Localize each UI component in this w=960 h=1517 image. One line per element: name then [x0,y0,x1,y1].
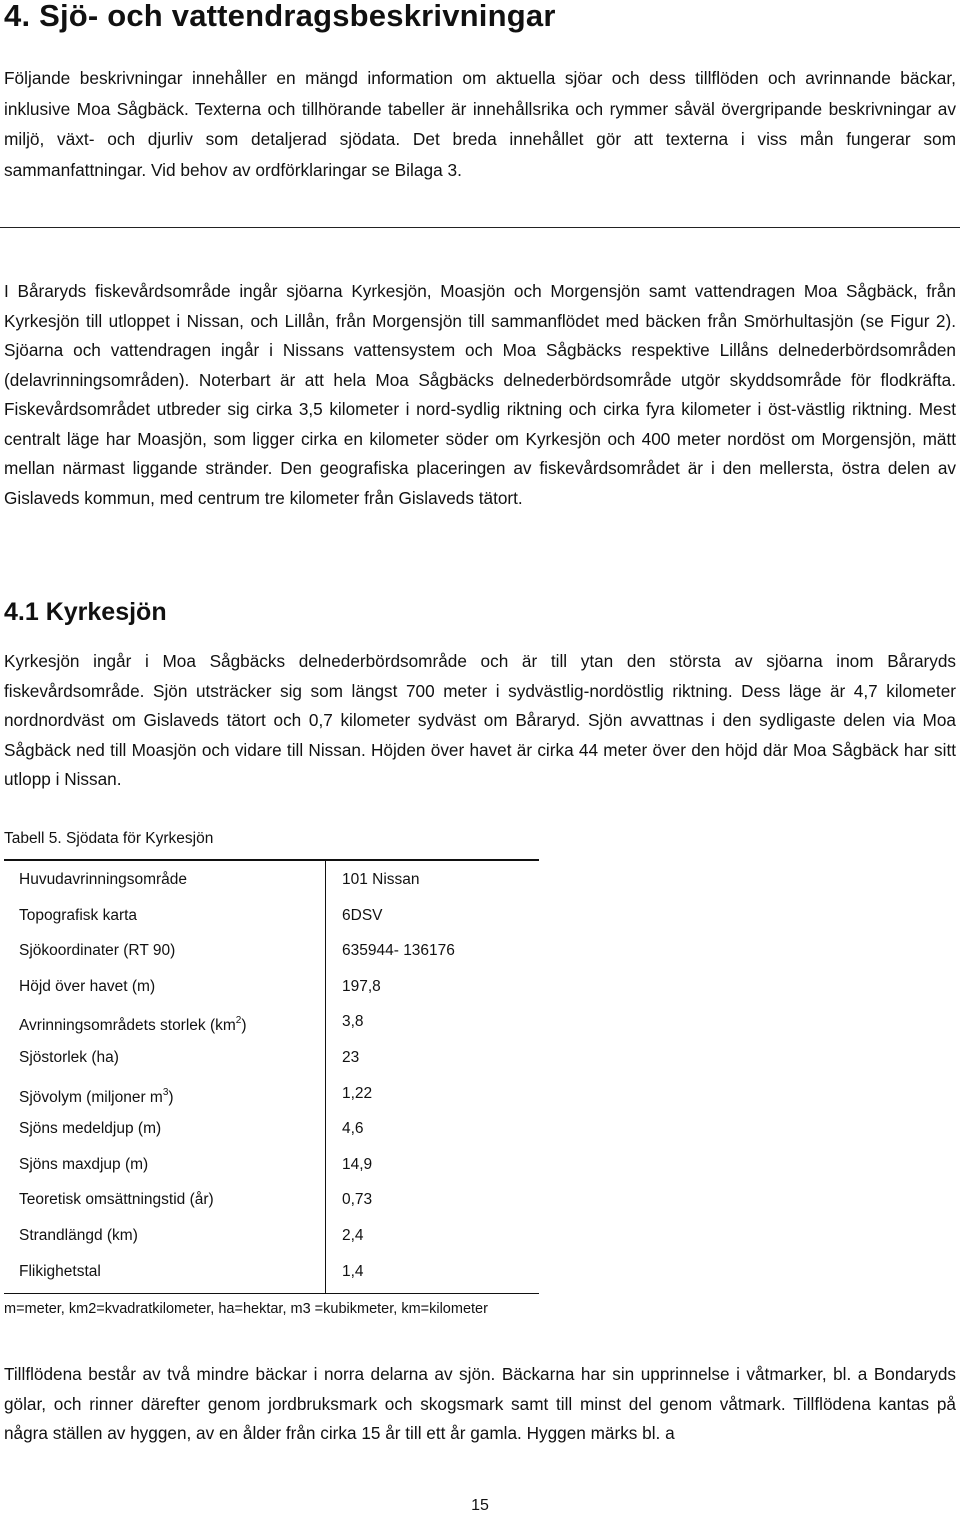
table-row-value: 1,4 [342,1262,364,1280]
table-row-label: Teoretisk omsättningstid (år) [19,1191,214,1209]
horizontal-divider [0,227,960,228]
table-row [19,905,539,941]
table-row-label: Sjöstorlek (ha) [19,1049,119,1066]
page-number: 15 [471,1497,489,1514]
table-row-value: 3,8 [342,1013,364,1031]
table-row-label: Topografisk karta [19,906,138,924]
table-row-value: 4,6 [342,1120,364,1138]
table-row-label: Sjökoordinater (RT 90) [19,942,176,960]
table-row-value: 2,4 [342,1227,364,1244]
table-row-label: Huvudavrinningsområde [19,871,188,888]
table-row-value: 101 Nissan [342,871,420,888]
table-row-value: 197,8 [342,977,381,995]
intro-paragraph: Följande beskrivningar innehåller en mängd information om aktuella sjöar och dess tillflöden och avrinnande bäckar, inklusive Moa Sågbäck. Texterna och tillhörande tabeller är innehållsrika och rymmer såväl övergripande beskrivningar av miljö, växt- och djurliv som detaljerad sjödata. Det breda innehållet gör att texterna i viss mån fungerar som sammanfattningar. Vid behov av ordförklaringar se Bilaga 3. [4,68,956,180]
table-row [19,1261,539,1297]
table-footnote: m=meter, km2=kvadratkilometer, ha=hektar, m3 =kubikmeter, km=kilometer [4,1301,488,1317]
table-row-label: Sjöns maxdjup (m) [19,1155,149,1173]
table-row [19,976,539,1012]
table-row-label: Höjd över havet (m) [19,977,156,995]
table-row-value: 14,9 [342,1155,373,1173]
table-row-label: Sjöns medeldjup (m) [19,1120,162,1138]
table-row [19,1118,539,1154]
table-caption: Tabell 5. Sjödata för Kyrkesjön [4,830,214,847]
table-row-value: 6DSV [342,906,383,924]
table-row-value: 1,22 [342,1084,373,1102]
tributaries-paragraph: Tillflödena består av två mindre bäckar i norra delarna av sjön. Bäckarna har sin upprinnelse i våtmarker, bl. a Bondaryds gölar, och rinner därefter genom jordbruksmark och skogsmark samt till minst del genom våtmark. Tillflödena kantas på några ställen av hyggen, av en ålder från cirka 15 år till ett år gamla. Hyggen märks bl. a [4,1364,956,1443]
section-heading: 4.1 Kyrkesjön [4,598,167,626]
table-row [19,1083,539,1119]
table-row-value: 23 [342,1049,360,1066]
table-row-label: Flikighetstal [19,1262,101,1280]
table-row-label: Sjövolym (miljoner $m^3$) [19,1086,174,1106]
table-row [19,869,539,905]
table-row [19,940,539,976]
table-row [19,1225,539,1261]
table-row-value: 635944- 136176 [342,942,455,960]
kyrkesjon-paragraph: Kyrkesjön ingår i Moa Sågbäcks delnederbördsområde och är till ytan den största av sjöarna inom Båraryds fiskevårdsområde. Sjön utsträcker sig som längst 700 meter i sydvästlig-nordöstlig riktning. Dess läge är 4,7 kilometer nordnordväst om Gislaveds tätort och 0,7 kilometer sydväst om Båraryd. Sjön avvattnas i den sydligaste delen via Moa Sågbäck ned till Moasjön och vidare till Nissan. Höjden över havet är cirka 44 meter över den höjd där Moa Sågbäck har sitt utlopp i Nissan. [4,651,956,789]
table-row-value: 0,73 [342,1191,373,1209]
page-heading: 4. Sjö- och vattendragsbeskrivningar [4,0,556,33]
table-bottom-border [4,1293,539,1294]
table-row [19,1189,539,1225]
table-row [19,1047,539,1083]
table-top-border [4,859,539,861]
table-row-label: Avrinningsområdets storlek $(km^2)$ [19,1015,247,1035]
table-row-label: Strandlängd (km) [19,1227,138,1244]
table-row [19,1154,539,1190]
table-row [19,1011,539,1047]
overview-paragraph: I Båraryds fiskevårdsområde ingår sjöarna Kyrkesjön, Moasjön och Morgensjön samt vattendragen Moa Sågbäck, från Kyrkesjön till utloppet i Nissan, och Lillån, från Morgensjön till sammanflödet med bäcken från Smörhultasjön (se Figur 2). Sjöarna och vattendragen ingår i Nissans vattensystem och Moa Sågbäcks respektive Lillåns delnederbördsområden (delavrinningsområden). Noterbart är att hela Moa Sågbäcks delnederbördsområde utgör skyddsområde för flodkräfta. Fiskevårdsområdet utbreder sig cirka 3,5 kilometer i nord-sydlig riktning och cirka fyra kilometer i öst-västlig riktning. Mest centralt läge har Moasjön, som ligger cirka en kilometer söder om Kyrkesjön och 400 meter nordöst om Morgensjön, mätt mellan närmast liggande stränder. Den geografiska placeringen av fiskevårdsområdet är i den mellersta, östra delen av Gislaveds kommun, med centrum tre kilometer från Gislaveds tätort. [4,281,956,508]
